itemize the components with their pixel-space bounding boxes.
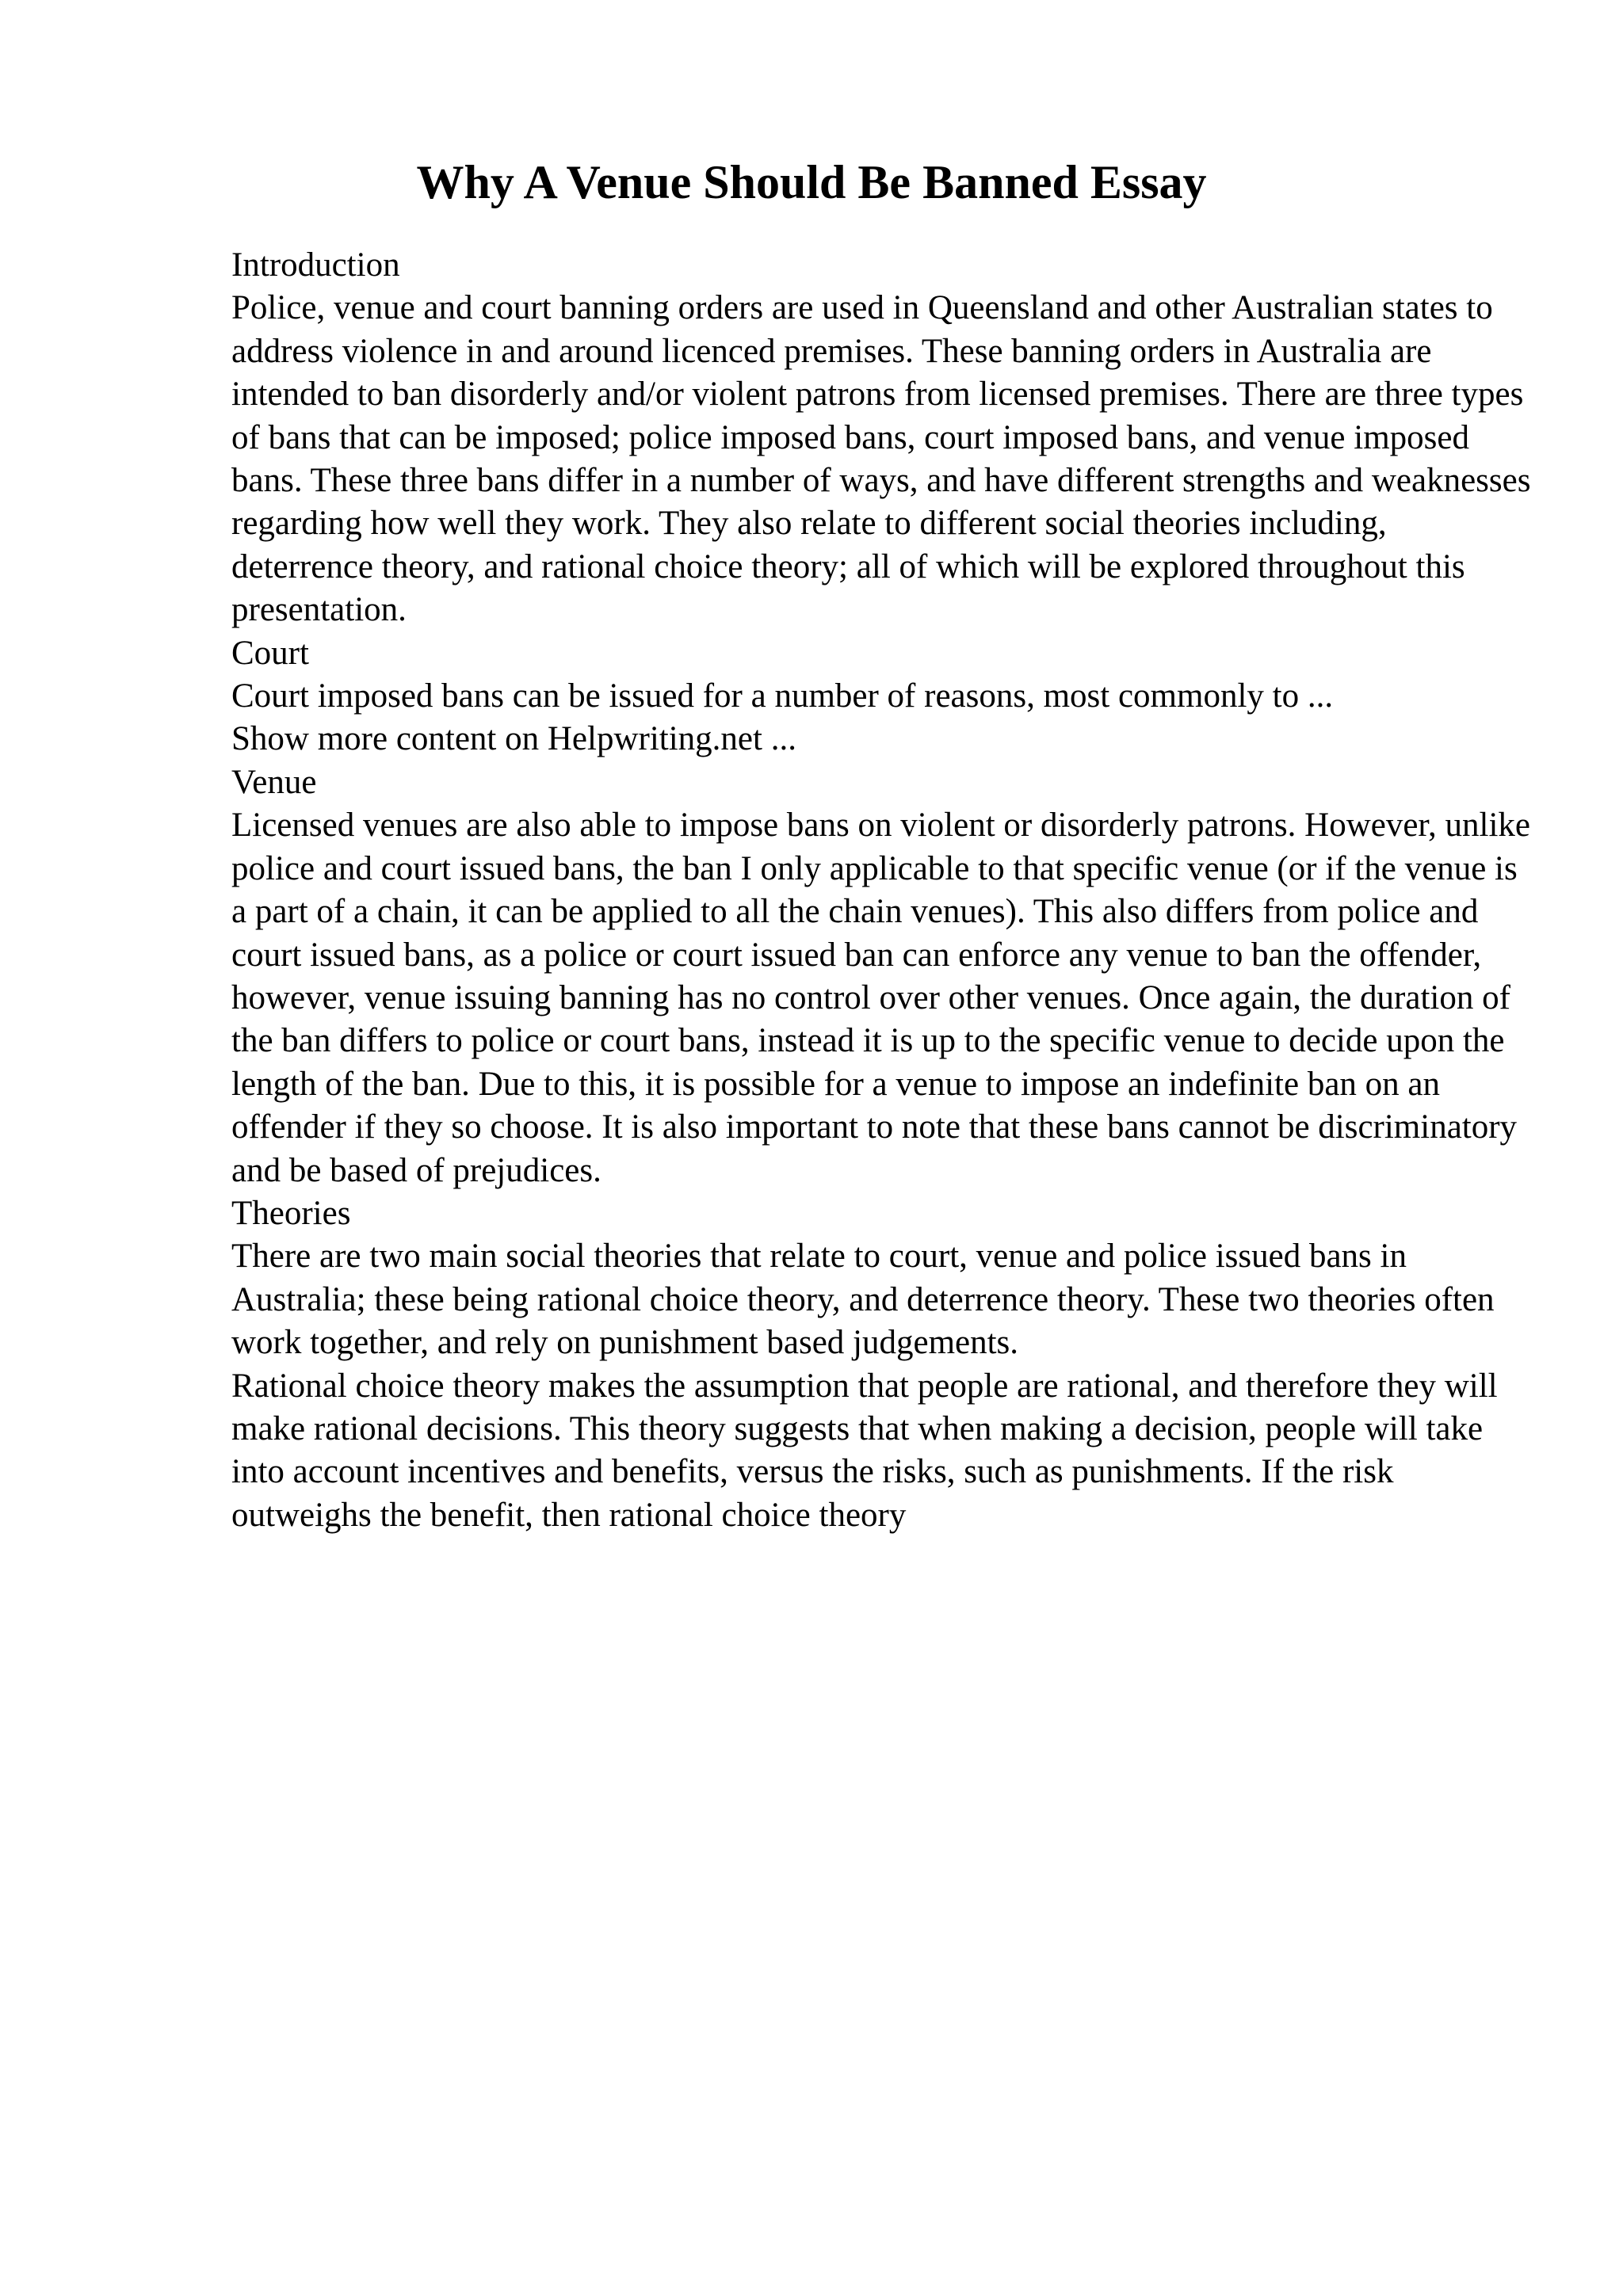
section-heading-venue: Venue	[231, 763, 317, 801]
section-heading-theories: Theories	[231, 1194, 351, 1232]
section-heading-introduction: Introduction	[231, 246, 400, 284]
show-more-link[interactable]: Show more content on Helpwriting.net ...	[231, 720, 796, 758]
court-paragraph: Court imposed bans can be issued for a number of reasons, most commonly to ...	[231, 677, 1334, 715]
section-heading-court: Court	[231, 634, 309, 672]
introduction-paragraph: Police, venue and court banning orders are used in Queensland and other Australian states to address violence in and around licenced premises. These banning orders in Australia are intended to ban disorderly and/or violent patrons from licensed premises. There are three types of bans that can be imposed; police imposed bans, court imposed bans, and venue imposed bans. These three bans differ in a number of ways, and have different strengths and weaknesses regarding how well they work. They also relate to different social theories including, deterrence theory, and rational choice theory; all of which will be explored throughout this presentation.	[231, 289, 1531, 629]
page-title: Why A Venue Should Be Banned Essay	[416, 156, 1207, 208]
theories-paragraph-1: There are two main social theories that relate to court, venue and police issued bans in Australia; these being rational choice theory, and deterrence theory. These two theories often work together, and rely on punishment based judgements.	[231, 1238, 1495, 1362]
theories-paragraph-2: Rational choice theory makes the assumption that people are rational, and therefore they will make rational decisions. This theory suggests that when making a decision, people will take into account incentives and benefits, versus the risks, such as punishments. If the risk outweighs the benefit, then rational choice theory	[231, 1367, 1498, 1534]
venue-paragraph: Licensed venues are also able to impose bans on violent or disorderly patrons. However, unlike police and court issued bans, the ban I only applicable to that specific venue (or if the venue is a part of a chain, it can be applied to all the chain venues). This also differs from police and court issued bans, as a police or court issued ban can enforce any venue to ban the offender, however, venue issuing banning has no control over other venues. Once again, the duration of the ban differs to police or court bans, instead it is up to the specific venue to decide upon the length of the ban. Due to this, it is possible for a venue to impose an indefinite ban on an offender if they so choose. It is also important to note that these bans cannot be discriminatory and be based of prejudices.	[231, 807, 1530, 1189]
document-body	[231, 244, 1531, 1537]
